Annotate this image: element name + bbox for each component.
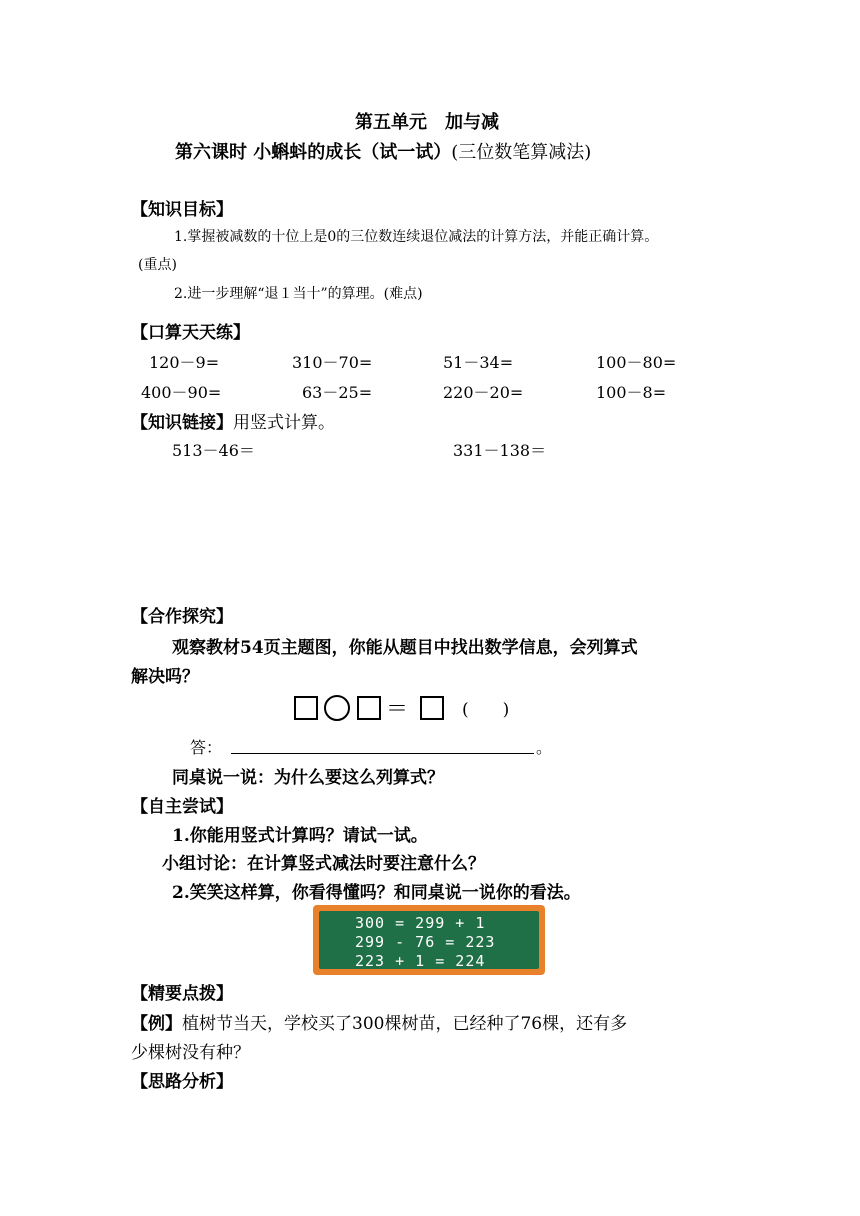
selftry-item-1: 1.你能用竖式计算吗？请试一试。 (172, 826, 428, 846)
example-line1 (131, 1009, 627, 1034)
chalk-line: 300 = 299 + 1 (355, 914, 486, 932)
explore-paragraph-line2: 解决吗？ (131, 667, 199, 687)
mental-problem: 120－9= (149, 353, 220, 372)
goal-item-1-tag: (重点) (138, 257, 177, 273)
analysis-heading: 【思路分析】 (131, 1072, 233, 1092)
mental-problem: 400－90= (141, 383, 222, 402)
answer-label: 答： (190, 738, 223, 757)
link-problem: 331－138＝ (453, 441, 547, 460)
blank-box-1[interactable] (294, 696, 318, 720)
blank-box-result[interactable] (420, 696, 444, 720)
example-text-1: 植树节当天，学校买了300棵树苗，已经种了76棵，还有多 (182, 1014, 628, 1034)
lesson-title (175, 138, 591, 164)
link-heading: 【知识链接】 (131, 413, 233, 433)
blank-box-2[interactable] (357, 696, 381, 720)
answer-end: 。 (536, 738, 553, 757)
goal-item-2: 2.进一步理解“退１当十”的算理。(难点) (174, 286, 423, 302)
mental-heading: 【口算天天练】 (131, 323, 250, 343)
link-instruction: 用竖式计算。 (233, 413, 335, 433)
operator-circle[interactable] (324, 695, 350, 721)
group-discussion: 小组讨论：在计算竖式减法时要注意什么？ (162, 854, 485, 874)
explore-heading: 【合作探究】 (131, 607, 233, 627)
guide-heading: 【精要点拨】 (131, 984, 233, 1004)
mental-problem: 100－80= (596, 353, 677, 372)
chalk-line: 223 + 1 = 224 (355, 952, 486, 970)
unit-paren-blank[interactable]: ( ) (462, 700, 510, 720)
chalk-line: 299 - 76 = 223 (355, 933, 496, 951)
equals-sign: ＝ (386, 697, 409, 722)
lesson-title-normal: (三位数笔算减法) (451, 142, 592, 163)
answer-blank-line[interactable] (231, 753, 534, 754)
unit-title: 第五单元 加与减 (355, 112, 499, 133)
example-label: 【例】 (131, 1014, 182, 1034)
link-line (131, 408, 335, 433)
mental-problem: 220－20= (443, 383, 524, 402)
discuss-prompt: 同桌说一说：为什么要这么列算式？ (172, 768, 444, 788)
goal-item-1: 1.掌握被减数的十位上是0的三位数连续退位减法的计算方法，并能正确计算。 (174, 229, 659, 245)
selftry-item-2: 2.笑笑这样算，你看得懂吗？和同桌说一说你的看法。 (172, 883, 581, 903)
mental-problem: 100－8= (596, 383, 667, 402)
mental-problem: 310－70= (292, 353, 373, 372)
lesson-title-bold: 第六课时 小蝌蚪的成长（试一试） (175, 142, 452, 163)
explore-paragraph-line1: 观察教材54页主题图，你能从题目中找出数学信息，会列算式 (172, 638, 638, 658)
mental-problem: 63－25= (302, 383, 373, 402)
chalkboard-surface (319, 911, 539, 969)
example-line2: 少棵树没有种？ (131, 1043, 250, 1063)
chalkboard-image (313, 905, 545, 975)
selftry-heading: 【自主尝试】 (131, 797, 233, 817)
link-problem: 513－46＝ (172, 441, 255, 460)
goals-heading: 【知识目标】 (131, 200, 233, 220)
mental-problem: 51－34= (443, 353, 514, 372)
